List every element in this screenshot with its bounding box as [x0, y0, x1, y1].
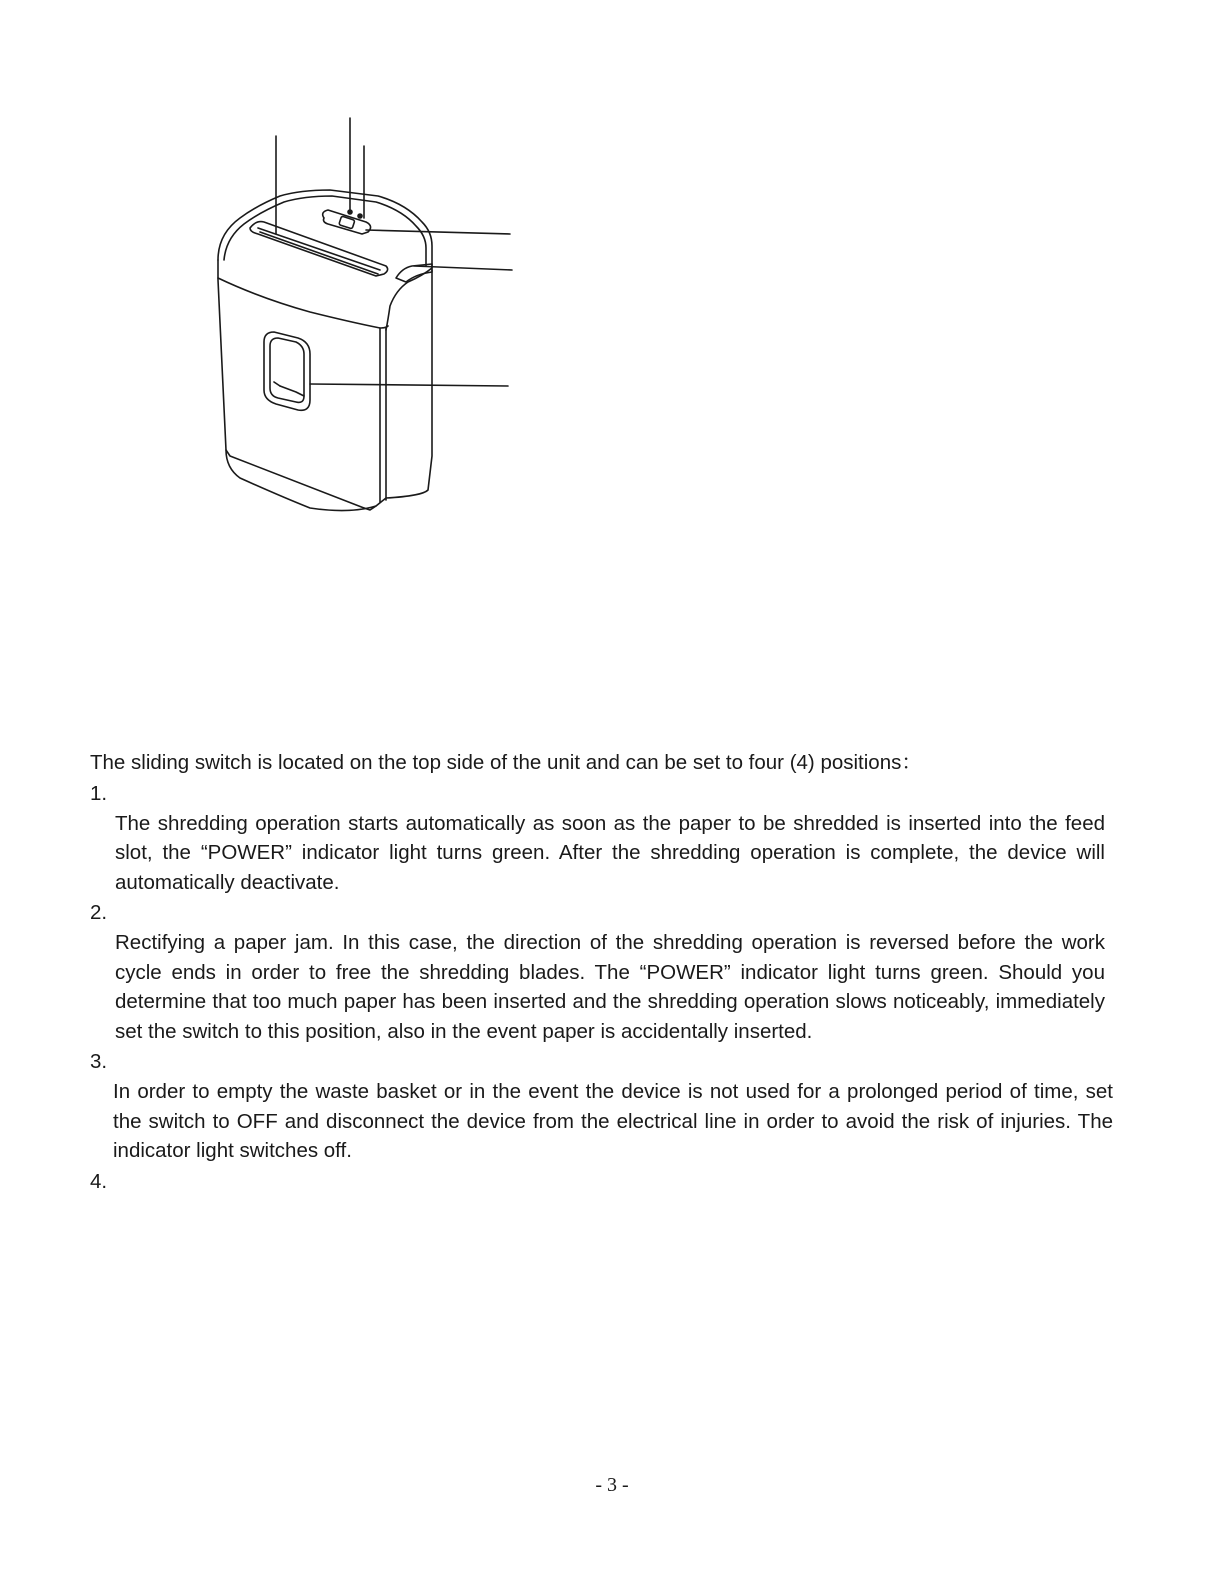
- item-number: 4.: [90, 1169, 108, 1193]
- shredder-window: [264, 332, 310, 410]
- list-item: [90, 1046, 1120, 1166]
- callout-lines: [276, 118, 512, 386]
- item-number: 3.: [90, 1050, 108, 1073]
- shredder-drawing: [200, 110, 530, 530]
- shredder-illustration: [200, 110, 530, 530]
- instructions-section: [90, 748, 1120, 1197]
- item-number: 2.: [90, 901, 108, 924]
- item-text: The shredding operation starts automatically as soon as the paper to be shredded is inserted into the feed slot, the “POWER” indicator light turns green. After the shredding operation is complete, the device will automatically deactivate.: [115, 811, 1105, 894]
- item-text: In order to empty the waste basket or in the event the device is not used for a prolonged period of time, set the switch to OFF and disconnect the device from the electrical line in order to avoid the risk of injuries. The indicator light switches off.: [113, 1080, 1113, 1162]
- shredder-lid: [218, 190, 432, 330]
- list-item: [90, 897, 1120, 1046]
- list-item: [90, 1166, 1120, 1197]
- list-item: [90, 778, 1120, 898]
- intro-text: The sliding switch is located on the top side of the unit and can be set to four (4) positions：: [90, 751, 922, 774]
- item-number: 1.: [90, 781, 108, 805]
- item-text: Rectifying a paper jam. In this case, the direction of the shredding operation is reversed before the work cycle ends in order to free the shredding blades. The “POWER” indicator light turns green. Should you determine that too much paper has been inserted and the shredding operation slows noticeably, immediately set the switch to this position, also in the event paper is accidentally inserted.: [115, 931, 1105, 1043]
- page-number: - 3 -: [595, 1474, 629, 1496]
